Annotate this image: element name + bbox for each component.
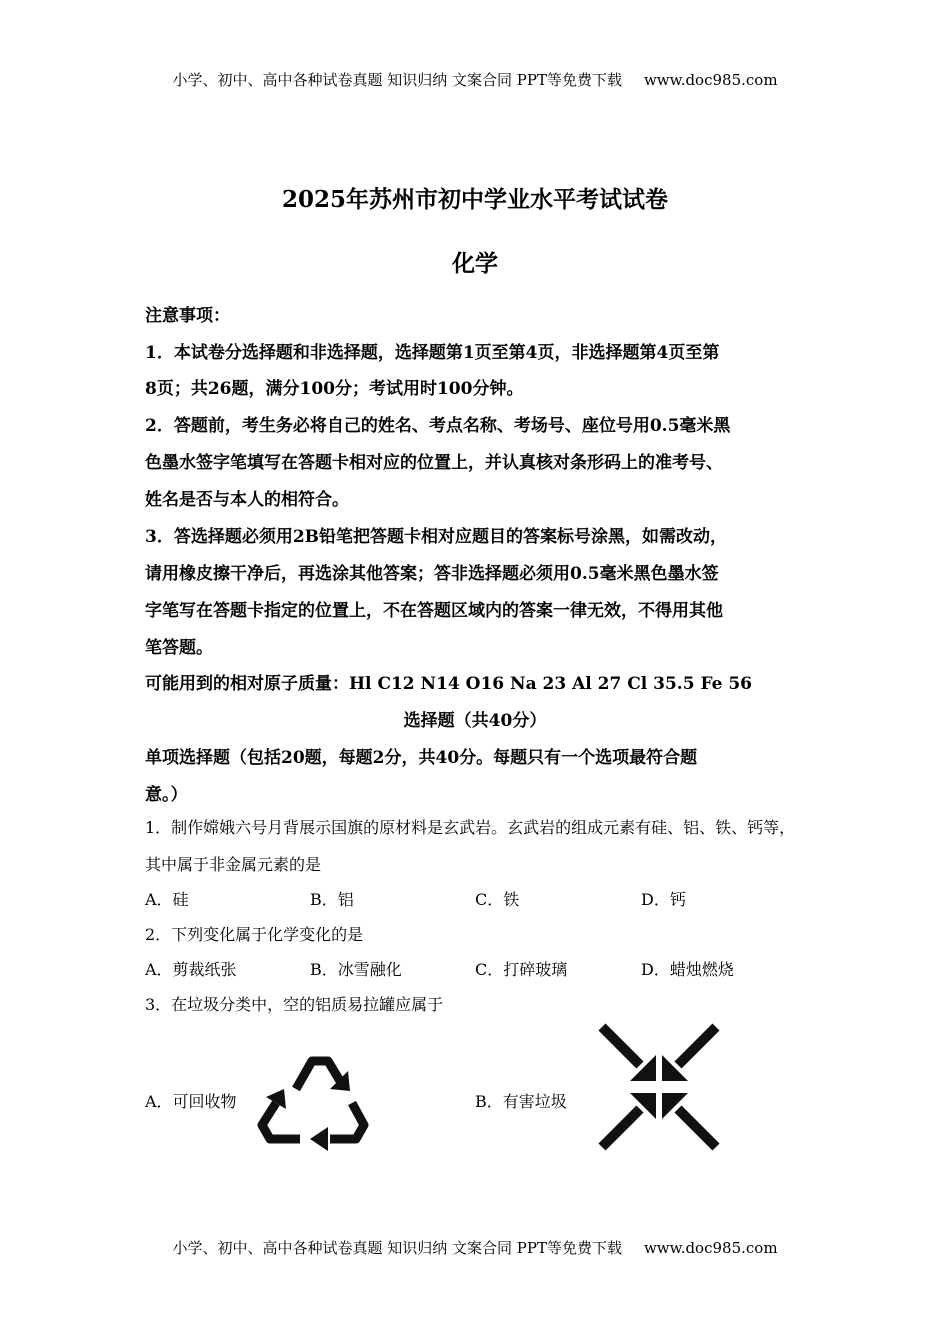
q1-option-c[interactable]: C．铁 — [475, 890, 520, 909]
section-title: 选择题（共40分） — [403, 711, 547, 731]
notice-line: 8页；共26题，满分100分；考试用时100分钟。 — [145, 379, 524, 399]
section-instruction: 单项选择题（包括20题，每题2分，共40分。每题只有一个选项最符合题 — [145, 748, 698, 768]
header-site[interactable]: www.doc985.com — [643, 71, 778, 89]
page-footer — [0, 1237, 950, 1258]
question-3-stem: 3．在垃圾分类中，空的铝质易拉罐应属于 — [145, 995, 444, 1014]
notice-line: 3．答选择题必须用2B铅笔把答题卡相对应题目的答案标号涂黑，如需改动， — [145, 527, 728, 547]
atomic-mass-line: 可能用到的相对原子质量：Hl C12 N14 O16 Na 23 Al 27 Cl 35.5 Fe 56 — [145, 674, 752, 694]
notice-line: 字笔写在答题卡指定的位置上，不在答题区域内的答案一律无效，不得用其他 — [145, 601, 723, 621]
footer-site[interactable]: www.doc985.com — [643, 1239, 778, 1257]
q2-option-b[interactable]: B．冰雪融化 — [310, 960, 402, 979]
footer-text: 小学、初中、高中各种试卷真题 知识归纳 文案合同 PPT等免费下载 — [172, 1239, 622, 1257]
notice-line: 姓名是否与本人的相符合。 — [145, 490, 349, 510]
question-2-stem: 2．下列变化属于化学变化的是 — [145, 925, 364, 944]
question-1-stem: 1．制作嫦娥六号月背展示国旗的原材料是玄武岩。玄武岩的组成元素有硅、铝、铁、钙等， — [145, 818, 796, 837]
page-header — [0, 69, 950, 90]
header-text: 小学、初中、高中各种试卷真题 知识归纳 文案合同 PPT等免费下载 — [172, 71, 622, 89]
question-1-stem: 其中属于非金属元素的是 — [145, 855, 322, 874]
section-instruction: 意。） — [145, 785, 188, 805]
q1-option-a[interactable]: A．硅 — [145, 890, 189, 909]
q2-option-c[interactable]: C．打碎玻璃 — [475, 960, 568, 979]
exam-title: 2025年苏州市初中学业水平考试试卷 — [281, 186, 668, 213]
q2-option-a[interactable]: A．剪裁纸张 — [145, 960, 237, 979]
q1-option-d[interactable]: D．钙 — [641, 890, 686, 909]
q3-option-a[interactable]: A．可回收物 — [145, 1092, 237, 1111]
notice-line: 1．本试卷分选择题和非选择题，选择题第1页至第4页，非选择题第4页至第 — [145, 343, 720, 363]
notice-line: 色墨水签字笔填写在答题卡相对应的位置上，并认真核对条形码上的准考号、 — [145, 453, 723, 473]
notice-heading: 注意事项： — [145, 306, 230, 326]
subject-title: 化学 — [452, 250, 498, 277]
notice-line: 请用橡皮擦干净后，再选涂其他答案；答非选择题必须用0.5毫米黑色墨水签 — [145, 564, 719, 584]
q1-option-b[interactable]: B．铝 — [310, 890, 354, 909]
notice-line: 笔答题。 — [145, 638, 213, 658]
notice-line: 2．答题前，考生务必将自己的姓名、考点名称、考场号、座位号用0.5毫米黑 — [145, 416, 731, 436]
q2-option-d[interactable]: D．蜡烛燃烧 — [641, 960, 734, 979]
hazardous-waste-icon — [596, 1021, 722, 1153]
recycle-icon — [256, 1045, 372, 1151]
q3-option-b[interactable]: B．有害垃圾 — [475, 1092, 567, 1111]
